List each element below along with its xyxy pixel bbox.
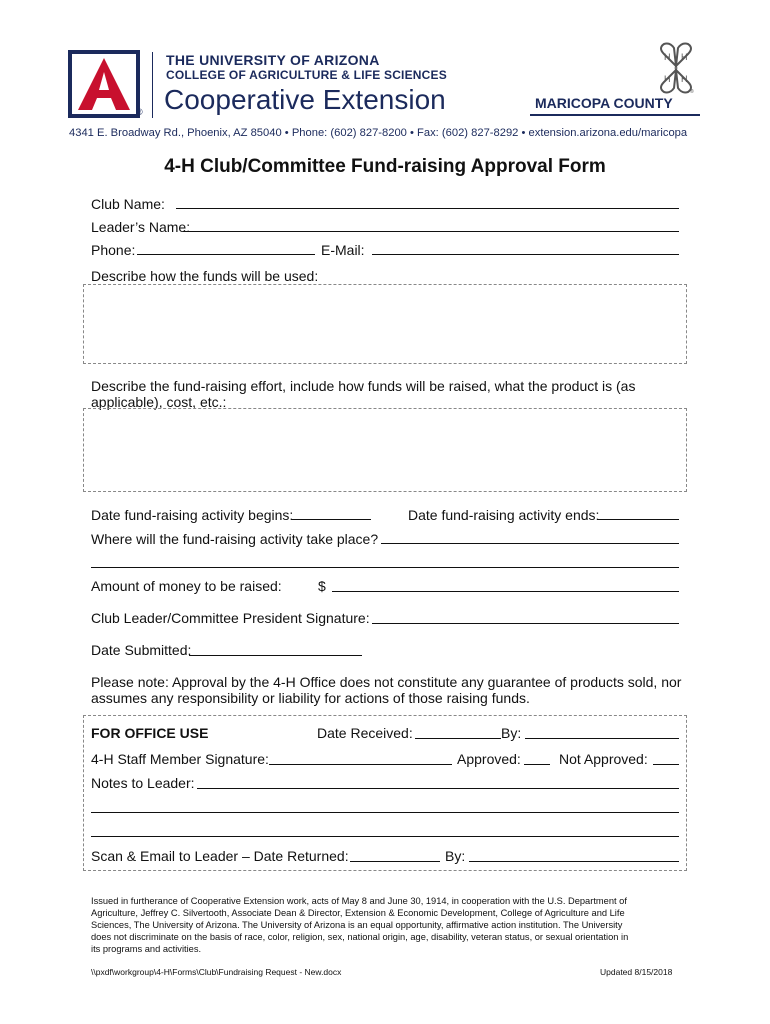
date-begins-field[interactable] (291, 519, 371, 520)
college-name: COLLEGE OF AGRICULTURE & LIFE SCIENCES (166, 68, 447, 82)
phone-field[interactable] (137, 254, 315, 255)
describe-funds-box[interactable] (83, 284, 687, 364)
approved-label: Approved: (457, 751, 521, 767)
registered-mark: ® (136, 107, 143, 117)
county-underline (530, 114, 700, 116)
date-received-field[interactable] (415, 738, 501, 739)
address-line: 4341 E. Broadway Rd., Phoenix, AZ 85040 • Phone: (602) 827-8200 • Fax: (602) 827-8292 • extension.arizona.edu/maricopa (69, 127, 688, 139)
file-path: \\pxdf\workgroup\4-H\Forms\Club\Fundraising Request - New.docx (91, 967, 342, 977)
updated-date: Updated 8/15/2018 (600, 967, 673, 977)
note-line-1: Please note: Approval by the 4-H Office does not constitute any guarantee of products sold, nor (91, 674, 682, 690)
header-divider (152, 52, 153, 118)
emblem-letter-1: H (664, 52, 671, 62)
staff-signature-label: 4-H Staff Member Signature: (91, 751, 269, 767)
where-field[interactable] (381, 543, 679, 544)
staff-signature-field[interactable] (269, 764, 452, 765)
dollar-sign: $ (318, 578, 326, 594)
approved-field[interactable] (524, 764, 550, 765)
where-field-line-2[interactable] (91, 567, 679, 568)
date-received-label: Date Received: (317, 725, 413, 741)
not-approved-label: Not Approved: (559, 751, 648, 767)
form-title: 4-H Club/Committee Fund-raising Approval Form (164, 156, 606, 177)
issued-line-1: Issued in furtherance of Cooperative Extension work, acts of May 8 and June 30, 1914, in cooperation with the U.S. Department of (91, 896, 627, 906)
date-ends-label: Date fund-raising activity ends: (408, 507, 600, 523)
emblem-letter-3: H (664, 74, 671, 84)
four-h-clover-icon (650, 42, 702, 94)
signature-field[interactable] (372, 623, 679, 624)
notes-field[interactable] (197, 788, 679, 789)
email-label: E-Mail: (321, 242, 365, 258)
issued-line-3: Sciences, The University of Arizona. The University of Arizona is an equal opportunity, affirmative action institution. The University (91, 920, 623, 930)
returned-by-field[interactable] (469, 861, 679, 862)
date-returned-field[interactable] (350, 861, 440, 862)
issued-line-5: its programs and activities. (91, 944, 202, 954)
scan-label: Scan & Email to Leader – Date Returned: (91, 848, 349, 864)
issued-line-4: does not discriminate on the basis of race, color, religion, sex, national origin, age, disability, veteran status, or sexual orientation in (91, 932, 629, 942)
returned-by-label: By: (445, 848, 466, 864)
university-logo (68, 50, 140, 118)
amount-label: Amount of money to be raised: (91, 578, 282, 594)
office-heading: FOR OFFICE USE (91, 725, 209, 741)
club-name-label: Club Name: (91, 196, 165, 212)
date-submitted-label: Date Submitted: (91, 642, 192, 658)
emblem-mark: ® (690, 89, 694, 94)
leader-name-label: Leader’s Name: (91, 219, 191, 235)
received-by-label: By: (501, 725, 522, 741)
date-begins-label: Date fund-raising activity begins: (91, 507, 294, 523)
issued-line-2: Agriculture, Jeffrey C. Silvertooth, Associate Dean & Director, Extension & Economic Development, College of Agriculture and Life (91, 908, 625, 918)
amount-field[interactable] (332, 591, 679, 592)
program-name: Cooperative Extension (164, 84, 446, 115)
describe-effort-label-1: Describe the fund-raising effort, include how funds will be raised, what the product is (as (91, 378, 636, 394)
describe-effort-label-2: applicable), cost, etc.: (91, 394, 227, 410)
email-field[interactable] (372, 254, 679, 255)
leader-name-field[interactable] (183, 231, 679, 232)
notes-field-line-3[interactable] (91, 836, 679, 837)
describe-funds-label: Describe how the funds will be used: (91, 268, 319, 284)
emblem-letter-4: H (681, 74, 688, 84)
where-label: Where will the fund-raising activity take place? (91, 531, 379, 547)
county-name: MARICOPA COUNTY (535, 95, 673, 111)
describe-effort-box[interactable] (83, 408, 687, 492)
received-by-field[interactable] (525, 738, 679, 739)
date-ends-field[interactable] (597, 519, 679, 520)
phone-label: Phone: (91, 242, 136, 258)
emblem-letter-2: H (681, 52, 688, 62)
signature-label: Club Leader/Committee President Signature: (91, 610, 370, 626)
notes-field-line-2[interactable] (91, 812, 679, 813)
club-name-field[interactable] (176, 208, 679, 209)
not-approved-field[interactable] (653, 764, 679, 765)
university-name: THE UNIVERSITY OF ARIZONA (166, 52, 380, 68)
note-line-2: assumes any responsibility or liability for actions of those raising funds. (91, 690, 530, 706)
notes-label: Notes to Leader: (91, 775, 195, 791)
date-submitted-field[interactable] (189, 655, 362, 656)
